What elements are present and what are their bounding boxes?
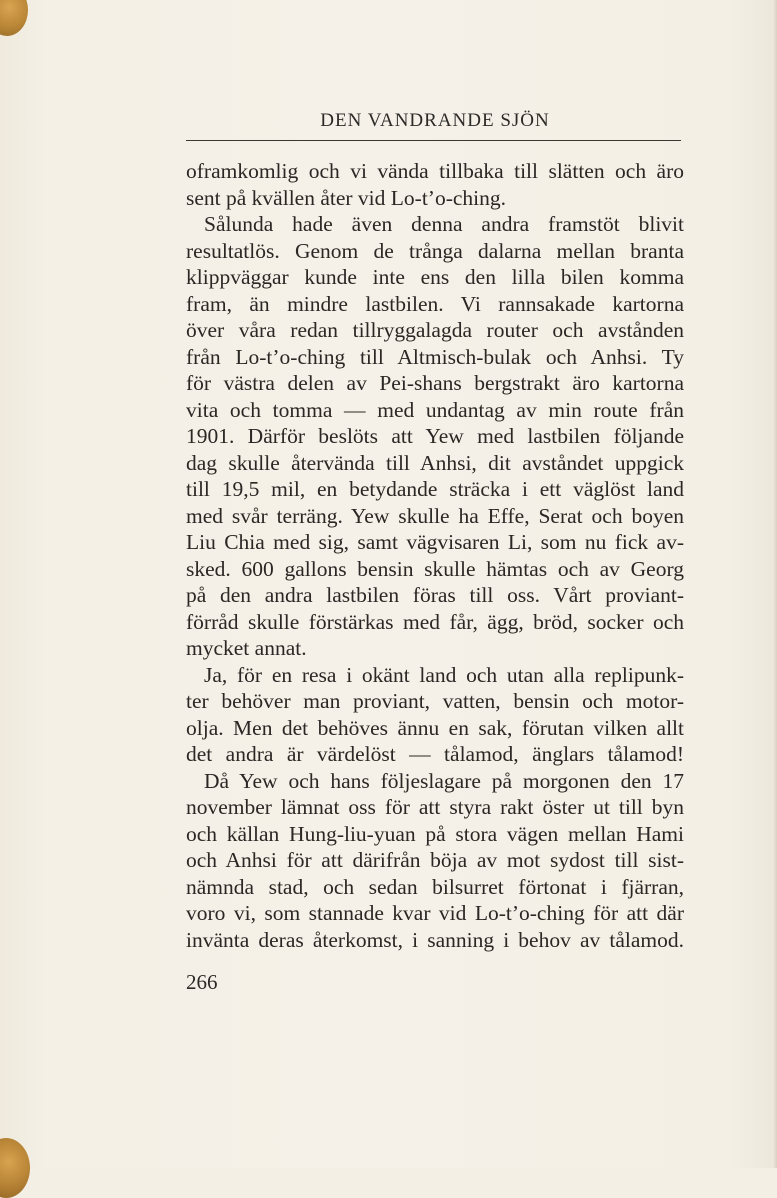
text-line: dag skulle återvända till Anhsi, dit avståndet uppgick	[186, 450, 684, 475]
binding-tab-top	[0, 0, 28, 36]
text-line: Liu Chia med sig, samt vägvisaren Li, som nu fick av-	[186, 530, 684, 554]
text-line: till 19,5 mil, en betydande sträcka i ett väglöst land	[186, 477, 684, 501]
text-line: november lämnat oss för att styra rakt öster ut till byn	[186, 795, 684, 819]
text-line: invänta deras återkomst, i sanning i behov av tålamod.	[186, 927, 684, 952]
binding-tab-bottom	[0, 1138, 30, 1198]
text-line: voro vi, som stannade kvar vid Lo-t’o-ching för att där	[186, 901, 684, 925]
text-line: resultatlös. Genom de trånga dalarna mellan branta	[186, 238, 684, 263]
body-text	[186, 158, 684, 953]
text-line: ter behöver man proviant, vatten, bensin och motor-	[186, 689, 684, 713]
text-line: sent på kvällen åter vid Lo-t’o-ching.	[186, 185, 507, 210]
page-edge-shadow	[773, 0, 777, 1168]
text-line: vita och tomma — med undantag av min route från	[186, 397, 684, 422]
text-line: på den andra lastbilen föras till oss. Vårt proviant-	[186, 583, 684, 607]
text-line: Då Yew och hans följeslagare på morgonen den 17	[204, 768, 684, 793]
text-line: för västra delen av Pei-shans bergstrakt äro kartorna	[186, 371, 684, 395]
text-line: Sålunda hade även denna andra framstöt blivit	[204, 212, 684, 236]
text-line: med svår terräng. Yew skulle ha Effe, Serat och boyen	[186, 503, 684, 528]
text-line: klippväggar kunde inte ens den lilla bilen komma	[186, 265, 684, 289]
page-number: 266	[186, 970, 218, 994]
running-header-title: DEN VANDRANDE SJÖN	[320, 110, 550, 131]
text-line: från Lo-t’o-ching till Altmisch-bulak och Anhsi. Ty	[186, 344, 684, 369]
text-line: och källan Hung-liu-yuan på stora vägen mellan Hami	[186, 821, 684, 846]
text-line: mycket annat.	[186, 636, 307, 660]
text-line: Ja, för en resa i okänt land och utan alla replipunk-	[204, 662, 684, 687]
text-line: 1901. Därför beslöts att Yew med lastbilen följande	[186, 424, 684, 448]
text-line: förråd skulle förstärkas med får, ägg, bröd, socker och	[186, 609, 684, 634]
text-line: över våra redan tillryggalagda router och avstånden	[186, 318, 684, 342]
text-line: fram, än mindre lastbilen. Vi rannsakade kartorna	[186, 291, 684, 316]
text-line: olja. Men det behöves ännu en sak, förutan vilken allt	[186, 715, 684, 740]
text-line: och Anhsi för att därifrån böja av mot sydost till sist-	[186, 848, 684, 872]
text-line: nämnda stad, och sedan bilsurret förtonat i fjärran,	[186, 874, 684, 899]
text-line: sked. 600 gallons bensin skulle hämtas och av Georg	[186, 556, 684, 581]
header-rule	[186, 140, 681, 141]
text-line: oframkomlig och vi vända tillbaka till slätten och äro	[186, 159, 684, 183]
text-line: det andra är värdelöst — tålamod, änglars tålamod!	[186, 742, 684, 766]
